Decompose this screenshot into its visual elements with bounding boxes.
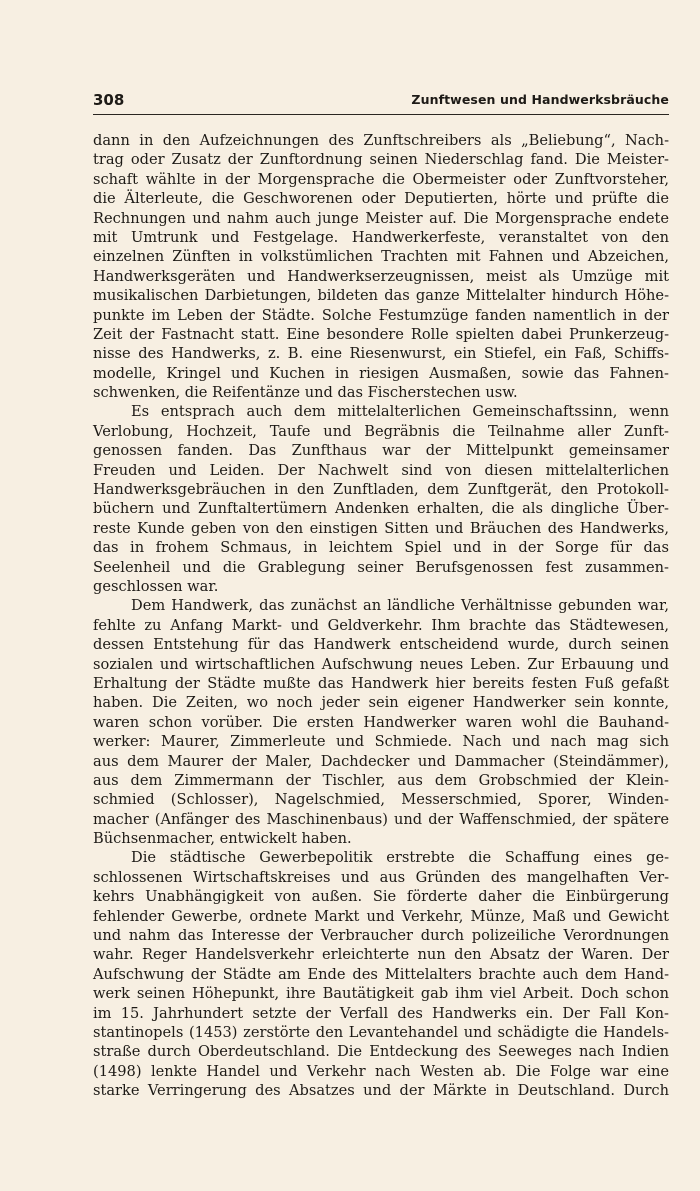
text-line: schmied (Schlosser), Nagelschmied, Messerschmied, Sporer, Winden- — [93, 791, 669, 809]
text-line: schlossenen Wirtschaftskreises und aus Gründen des mangelhaften Ver- — [93, 868, 669, 886]
text-line: im 15. Jahrhundert setzte der Verfall des Handwerks ein. Der Fall Kon- — [93, 1004, 669, 1022]
text-line: einzelnen Zünften in volkstümlichen Trachten mit Fahnen und Abzeichen, — [93, 248, 669, 266]
text-line: stantinopels (1453) zerstörte den Levantehandel und schädigte die Handels- — [93, 1023, 669, 1041]
text-line: schaft wählte in der Morgensprache die Obermeister oder Zunftvorsteher, — [93, 170, 669, 188]
page-number: 308 — [93, 91, 125, 109]
text-line: sozialen und wirtschaftlichen Aufschwung neues Leben. Zur Erbauung und — [93, 655, 669, 673]
text-line: Dem Handwerk, das zunächst an ländliche Verhältnisse gebunden war, — [131, 597, 669, 615]
text-line: punkte im Leben der Städte. Solche Festumzüge fanden namentlich in der — [93, 306, 669, 324]
text-line: (1498) lenkte Handel und Verkehr nach Westen ab. Die Folge war eine — [93, 1062, 669, 1080]
text-line: Handwerksgebräuchen in den Zunftladen, dem Zunftgerät, den Protokoll- — [93, 481, 669, 499]
text-line: Freuden und Leiden. Der Nachwelt sind von diesen mittelalterlichen — [93, 461, 669, 479]
text-line: werker: Maurer, Zimmerleute und Schmiede. Nach und nach mag sich — [93, 733, 669, 751]
text-line: straße durch Oberdeutschland. Die Entdeckung des Seeweges nach Indien — [93, 1043, 669, 1061]
text-line: fehlte zu Anfang Markt- und Geldverkehr. Ihm brachte das Städtewesen, — [93, 616, 669, 634]
text-line: modelle, Kringel und Kuchen in riesigen Ausmaßen, sowie das Fahnen- — [93, 364, 669, 382]
page-header — [93, 90, 669, 115]
text-line: wahr. Reger Handelsverkehr erleichterte nun den Absatz der Waren. Der — [93, 946, 669, 964]
paragraph — [93, 402, 669, 596]
text-line: fehlender Gewerbe, ordnete Markt und Verkehr, Münze, Maß und Gewicht — [93, 907, 669, 925]
text-line: waren schon vorüber. Die ersten Handwerker waren wohl die Bauhand- — [93, 713, 669, 731]
text-line: büchern und Zunftaltertümern Andenken erhalten, die als dingliche Über- — [93, 500, 669, 518]
text-line: geschlossen war. — [93, 577, 219, 595]
text-line: dessen Entstehung für das Handwerk entscheidend wurde, durch seinen — [93, 636, 669, 654]
text-line: Erhaltung der Städte mußte das Handwerk hier bereits festen Fuß gefaßt — [93, 674, 669, 692]
text-line: aus dem Maurer der Maler, Dachdecker und Dammacher (Steindämmer), — [93, 752, 669, 770]
text-line: reste Kunde geben von den einstigen Sitten und Bräuchen des Handwerks, — [93, 519, 669, 537]
text-line: Verlobung, Hochzeit, Taufe und Begräbnis die Teilnahme aller Zunft- — [93, 422, 669, 440]
text-line: genossen fanden. Das Zunfthaus war der Mittelpunkt gemeinsamer — [93, 442, 669, 460]
running-head: Zunftwesen und Handwerksbräuche — [411, 92, 669, 107]
text-line: macher (Anfänger des Maschinenbaus) und der Waffenschmied, der spätere — [93, 810, 669, 828]
text-line: Handwerksgeräten und Handwerkserzeugnissen, meist als Umzüge mit — [93, 267, 669, 285]
text-line: Aufschwung der Städte am Ende des Mittelalters brachte auch dem Hand- — [93, 965, 669, 983]
text-line: Zeit der Fastnacht statt. Eine besondere Rolle spielten dabei Prunkerzeug- — [93, 325, 669, 343]
text-line: Rechnungen und nahm auch junge Meister auf. Die Morgensprache endete — [93, 209, 669, 227]
text-line: haben. Die Zeiten, wo noch jeder sein eigener Handwerker sein konnte, — [93, 694, 669, 712]
text-line: Es entsprach auch dem mittelalterlichen Gemeinschaftssinn, wenn — [131, 403, 669, 421]
text-line: das in frohem Schmaus, in leichtem Spiel und in der Sorge für das — [93, 539, 669, 557]
paragraph — [93, 131, 669, 402]
text-line: schwenken, die Reifentänze und das Fischerstechen usw. — [93, 384, 518, 402]
text-line: starke Verringerung des Absatzes und der Märkte in Deutschland. Durch — [93, 1082, 669, 1100]
paragraph — [93, 596, 669, 848]
text-line: und nahm das Interesse der Verbraucher durch polizeiliche Verordnungen — [93, 927, 669, 945]
text-line: musikalischen Darbietungen, bildeten das ganze Mittelalter hindurch Höhe- — [93, 287, 669, 305]
text-line: Büchsenmacher, entwickelt haben. — [93, 830, 352, 848]
text-line: nisse des Handwerks, z. B. eine Riesenwurst, ein Stiefel, ein Faß, Schiffs- — [93, 345, 669, 363]
text-line: werk seinen Höhepunkt, ihre Bautätigkeit gab ihm viel Arbeit. Doch schon — [93, 985, 669, 1003]
text-line: die Älterleute, die Geschworenen oder Deputierten, hörte und prüfte die — [93, 190, 669, 208]
text-line: dann in den Aufzeichnungen des Zunftschreibers als „Beliebung“, Nach- — [93, 132, 669, 149]
text-line: Seelenheil und die Grablegung seiner Berufsgenossen fest zusammen- — [93, 558, 669, 576]
text-line: kehrs Unabhängigkeit von außen. Sie förderte daher die Einbürgerung — [93, 888, 669, 906]
text-line: mit Umtrunk und Festgelage. Handwerkerfeste, veranstaltet von den — [93, 228, 669, 246]
text-line: aus dem Zimmermann der Tischler, aus dem Grobschmied der Klein- — [93, 771, 669, 789]
text-line: Die städtische Gewerbepolitik erstrebte die Schaffung eines ge- — [131, 849, 669, 867]
body-text — [93, 131, 669, 1101]
text-line: trag oder Zusatz der Zunftordnung seinen Niederschlag fand. Die Meister- — [93, 151, 669, 169]
paragraph — [93, 848, 669, 1100]
